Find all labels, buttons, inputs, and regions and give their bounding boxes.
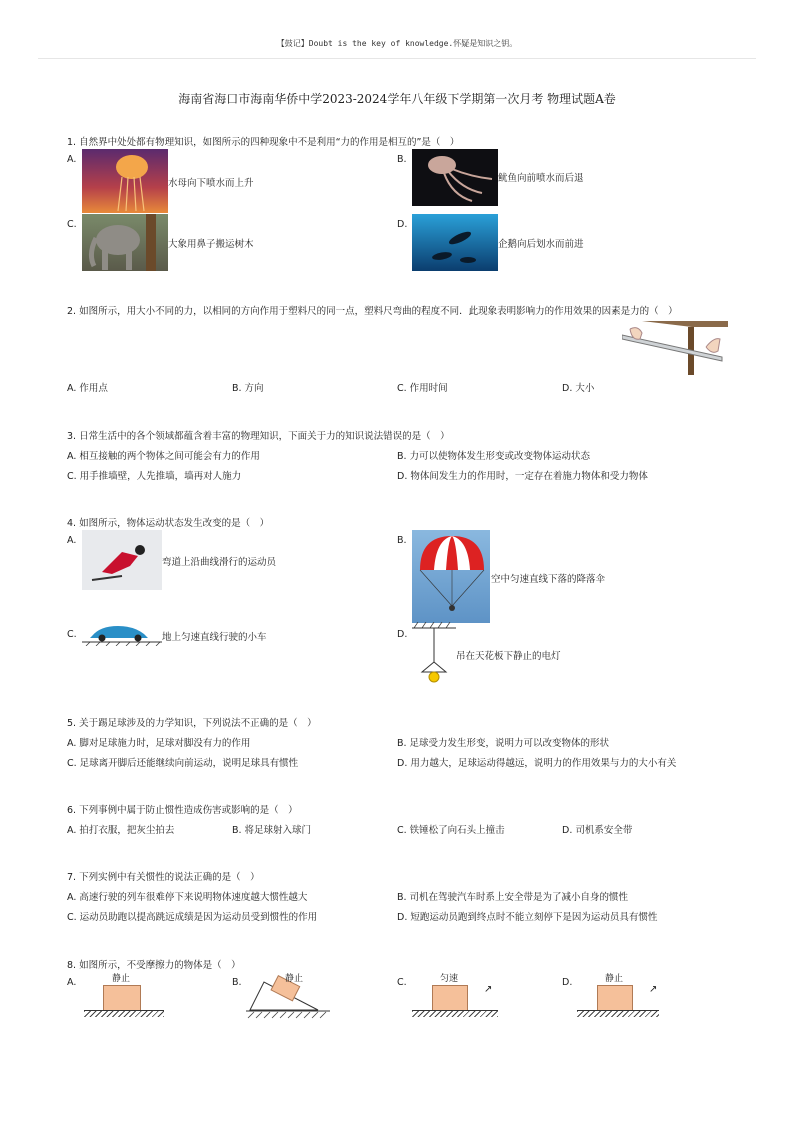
q8-d-block xyxy=(597,985,633,1011)
q4-stem: 4. 如图所示，物体运动状态发生改变的是（ ） xyxy=(67,518,270,529)
q4-option-b-label[interactable]: B. xyxy=(397,535,407,546)
force-arrow-icon: ↗ xyxy=(649,984,658,995)
q8-option-a-label[interactable]: A. xyxy=(67,977,77,988)
q3-option-a[interactable]: A. 相互接触的两个物体之间可能会有力的作用 xyxy=(67,451,260,462)
q1-option-c-text: 大象用鼻子搬运树木 xyxy=(168,239,254,250)
q2-stem: 2. 如图所示，用大小不同的力，以相同的方向作用于塑料尺的同一点，塑料尺弯曲的程度不同．此现象表明影响力的作用效果的因素是力的（ ） xyxy=(67,306,678,317)
q4-option-d-text: 吊在天花板下静止的电灯 xyxy=(456,651,561,662)
q6-option-d[interactable]: D. 司机系安全带 xyxy=(562,825,633,836)
toy-car-image xyxy=(82,622,162,646)
q4-option-c-text: 地上匀速直线行驶的小车 xyxy=(162,632,267,643)
q1-option-d-text: 企鹅向后划水而前进 xyxy=(498,239,584,250)
q3-option-c[interactable]: C. 用手推墙壁，人先推墙，墙再对人施力 xyxy=(67,471,242,482)
hanging-lamp-image xyxy=(412,622,456,684)
q5-option-c[interactable]: C. 足球离开脚后还能继续向前运动，说明足球具有惯性 xyxy=(67,758,299,769)
q5-stem: 5. 关于踢足球涉及的力学知识，下列说法不正确的是（ ） xyxy=(67,718,317,729)
q8-d-state-label: 静止 xyxy=(604,974,623,984)
q7-option-b[interactable]: B. 司机在驾驶汽车时系上安全带是为了减小自身的惯性 xyxy=(397,892,629,903)
ruler-bending-image xyxy=(622,321,728,375)
q8-c-state-label: 匀速 xyxy=(439,974,458,984)
q7-stem: 7. 下列实例中有关惯性的说法正确的是（ ） xyxy=(67,872,260,883)
q2-option-c[interactable]: C. 作用时间 xyxy=(397,383,448,394)
jellyfish-image xyxy=(82,149,168,213)
q5-option-a[interactable]: A. 脚对足球施力时，足球对脚没有力的作用 xyxy=(67,738,251,749)
q8-b-state-label: 静止 xyxy=(284,974,303,984)
q1-option-a-label[interactable]: A. xyxy=(67,154,77,165)
q1-option-b-text: 鱿鱼向前喷水而后退 xyxy=(498,173,584,184)
q8-a-state-label: 静止 xyxy=(111,974,130,984)
q4-option-a-label[interactable]: A. xyxy=(67,535,77,546)
header-divider xyxy=(38,58,756,59)
q8-option-b-label[interactable]: B. xyxy=(232,977,242,988)
q4-option-b-text: 空中匀速直线下落的降落伞 xyxy=(491,574,606,585)
q8-a-ground xyxy=(84,1010,164,1017)
q8-a-block xyxy=(103,985,141,1011)
q6-stem: 6. 下列事例中属于防止惯性造成伤害或影响的是（ ） xyxy=(67,805,298,816)
page-title: 海南省海口市海南华侨中学2023-2024学年八年级下学期第一次月考 物理试题A卷 xyxy=(178,92,616,106)
q7-option-c[interactable]: C. 运动员助跑以提高跳远成绩是因为运动员受到惯性的作用 xyxy=(67,912,318,923)
parachute-image xyxy=(412,530,490,623)
velocity-arrow-icon: ↗ xyxy=(484,984,493,995)
elephant-image xyxy=(82,214,168,271)
q8-d-ground xyxy=(577,1010,659,1017)
q5-option-b[interactable]: B. 足球受力发生形变，说明力可以改变物体的形状 xyxy=(397,738,610,749)
q3-option-b[interactable]: B. 力可以使物体发生形变或改变物体运动状态 xyxy=(397,451,591,462)
q3-option-d[interactable]: D. 物体间发生力的作用时，一定存在着施力物体和受力物体 xyxy=(397,471,648,482)
q1-option-a-text: 水母向下喷水而上升 xyxy=(168,178,254,189)
q1-option-b-label[interactable]: B. xyxy=(397,154,407,165)
q1-option-c-label[interactable]: C. xyxy=(67,219,77,230)
squid-image xyxy=(412,149,498,206)
q7-option-a[interactable]: A. 高速行驶的列车很难停下来说明物体速度越大惯性越大 xyxy=(67,892,308,903)
q4-option-c-label[interactable]: C. xyxy=(67,629,77,640)
q2-option-a[interactable]: A. 作用点 xyxy=(67,383,108,394)
q8-c-block xyxy=(432,985,468,1011)
q1-stem: 1. 自然界中处处都有物理知识，如图所示的四种现象中不是利用“力的作用是相互的”是（ ） xyxy=(67,137,460,148)
page-header: 【鼓记】Doubt is the key of knowledge.怀疑是知识之钥。 xyxy=(276,39,518,48)
q6-option-b[interactable]: B. 将足球射入球门 xyxy=(232,825,312,836)
penguin-image xyxy=(412,214,498,271)
q5-option-d[interactable]: D. 用力越大，足球运动得越远，说明力的作用效果与力的大小有关 xyxy=(397,758,677,769)
q8-option-c-label[interactable]: C. xyxy=(397,977,407,988)
q8-stem: 8. 如图所示，不受摩擦力的物体是（ ） xyxy=(67,960,241,971)
q8-option-d-label[interactable]: D. xyxy=(562,977,573,988)
q6-option-a[interactable]: A. 拍打衣服，把灰尘拍去 xyxy=(67,825,175,836)
q8-c-ground xyxy=(412,1010,498,1017)
q2-option-d[interactable]: D. 大小 xyxy=(562,383,595,394)
speed-skater-image xyxy=(82,530,162,590)
q3-stem: 3. 日常生活中的各个领域都蕴含着丰富的物理知识，下面关于力的知识说法错误的是（ ） xyxy=(67,431,450,442)
q6-option-c[interactable]: C. 铁锤松了向石头上撞击 xyxy=(397,825,505,836)
q2-option-b[interactable]: B. 方向 xyxy=(232,383,264,394)
q7-option-d[interactable]: D. 短跑运动员跑到终点时不能立刻停下是因为运动员具有惯性 xyxy=(397,912,658,923)
q4-option-a-text: 弯道上沿曲线滑行的运动员 xyxy=(162,557,277,568)
q1-option-d-label[interactable]: D. xyxy=(397,219,408,230)
q4-option-d-label[interactable]: D. xyxy=(397,629,408,640)
